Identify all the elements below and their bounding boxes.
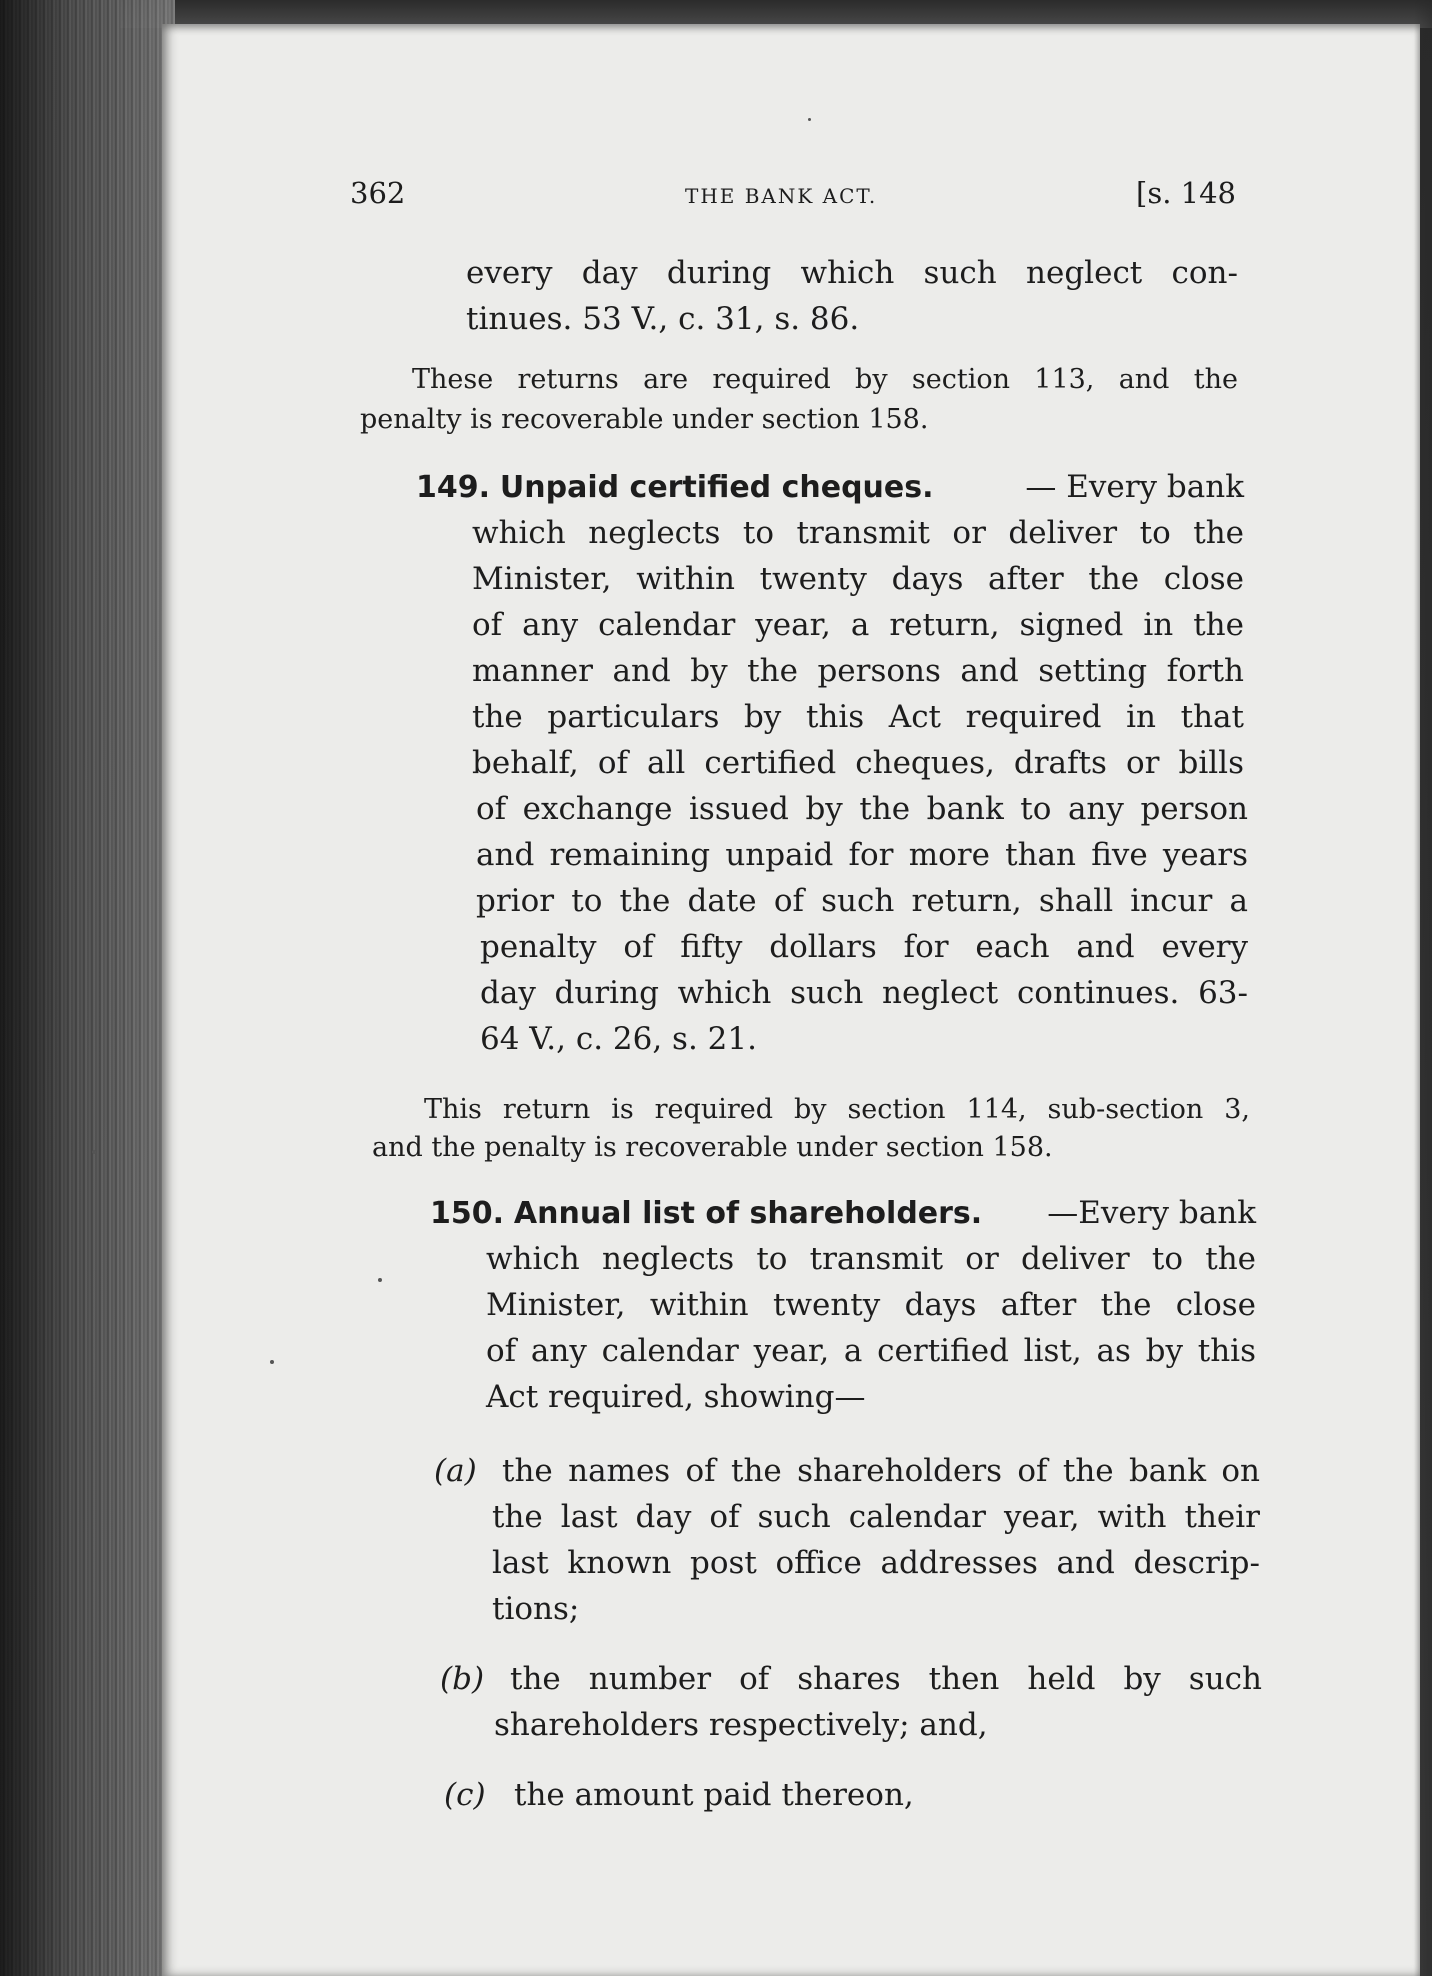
text-line: the number of shares then held by such [510, 1661, 1262, 1697]
scan-speck [378, 1278, 382, 1282]
list-marker-c: (c) [444, 1777, 486, 1813]
text-line: shareholders respectively; and, [494, 1707, 988, 1743]
text-line: which neglects to transmit or deliver to the [486, 1241, 1256, 1277]
text-line: last known post office addresses and descrip- [492, 1545, 1260, 1581]
list-marker-a: (a) [434, 1453, 477, 1489]
page-number: 362 [350, 176, 406, 210]
section-150-heading-line [430, 1190, 1256, 1237]
section-heading: Annual list of shareholders. [513, 1196, 983, 1231]
text-line: of any calendar year, a certified list, as by this [486, 1333, 1256, 1369]
scan-speck [808, 118, 811, 121]
text-line: the particulars by this Act required in that [472, 699, 1244, 735]
text-line: Minister, within twenty days after the close [486, 1287, 1256, 1323]
text-line: of exchange issued by the bank to any person [476, 791, 1248, 827]
editorial-note-line: and the penalty is recoverable under section 158. [372, 1132, 1053, 1163]
text-line: and remaining unpaid for more than five years [476, 837, 1248, 873]
text-line: the last day of such calendar year, with their [492, 1499, 1260, 1535]
section-heading: Unpaid certified cheques. [499, 470, 934, 505]
scan-speck [92, 1150, 96, 1154]
section-reference: [s. 148 [1136, 176, 1236, 210]
section-149-heading-line [416, 464, 1244, 511]
text-line: manner and by the persons and setting forth [472, 653, 1244, 689]
scan-speck [270, 1360, 274, 1364]
text-line: penalty of fifty dollars for each and every [480, 929, 1248, 965]
right-edge-shadow [1414, 0, 1432, 1976]
section-number: 150. [430, 1196, 505, 1231]
text-line: —Every bank [1047, 1195, 1256, 1231]
text-line: every day during which such neglect con- [466, 255, 1238, 291]
text-line: behalf, of all certified cheques, drafts or bills [472, 745, 1244, 781]
editorial-note-line: penalty is recoverable under section 158. [360, 404, 929, 435]
text-line: of any calendar year, a return, signed in the [472, 607, 1244, 643]
text-line: — Every bank [1025, 469, 1244, 505]
text-line: tinues. 53 V., c. 31, s. 86. [466, 301, 860, 337]
editorial-note-line: This return is required by section 114, sub-section 3, [424, 1094, 1250, 1125]
text-line: Act required, showing— [486, 1379, 866, 1415]
text-line: which neglects to transmit or deliver to the [472, 515, 1244, 551]
book-page-edges [0, 0, 175, 1976]
text-line: day during which such neglect continues. 63- [480, 975, 1248, 1011]
text-line: the amount paid thereon, [514, 1777, 914, 1813]
editorial-note-line: These returns are required by section 113, and the [412, 364, 1238, 395]
running-title: THE BANK ACT. [685, 184, 878, 208]
text-line: Minister, within twenty days after the close [472, 561, 1244, 597]
section-number: 149. [416, 470, 491, 505]
list-marker-b: (b) [440, 1661, 485, 1697]
text-line: the names of the shareholders of the bank on [502, 1453, 1260, 1489]
text-line: 64 V., c. 26, s. 21. [480, 1021, 757, 1057]
text-line: prior to the date of such return, shall incur a [476, 883, 1248, 919]
text-line: tions; [492, 1591, 580, 1627]
